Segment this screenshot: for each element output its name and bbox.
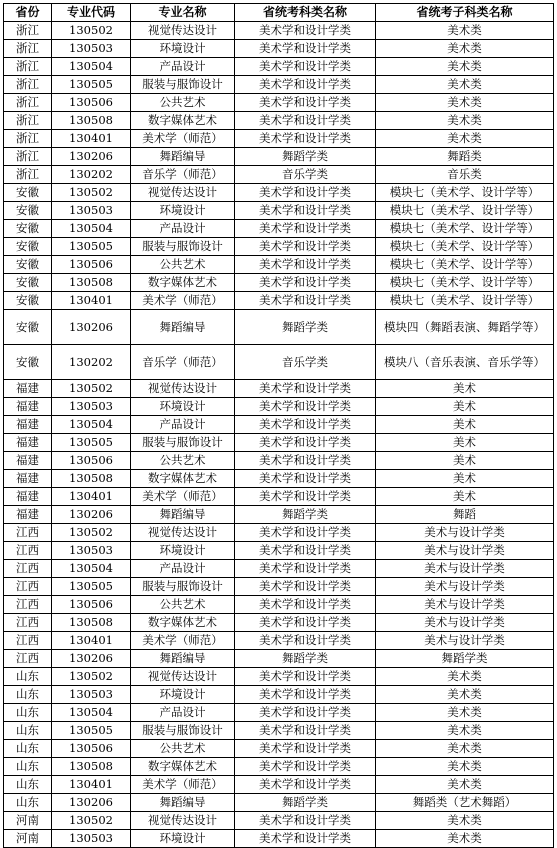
- exam-category-cell: 美术学和设计学类: [235, 40, 376, 58]
- table-row: [4, 722, 554, 740]
- major-name-cell: 产品设计: [131, 560, 235, 578]
- exam-category-cell: 美术学和设计学类: [235, 22, 376, 40]
- table-row: [4, 202, 554, 220]
- major-code-cell: 130504: [52, 58, 131, 76]
- major-name-cell: 数字媒体艺术: [131, 274, 235, 292]
- province-cell: 安徽: [4, 256, 52, 274]
- major-code-cell: 130202: [52, 345, 131, 380]
- major-category-table: [3, 3, 554, 848]
- province-cell: 江西: [4, 596, 52, 614]
- table-row: [4, 345, 554, 380]
- province-cell: 浙江: [4, 40, 52, 58]
- major-code-cell: 130502: [52, 812, 131, 830]
- province-cell: 江西: [4, 542, 52, 560]
- exam-subcategory-cell: 舞蹈学类: [376, 650, 554, 668]
- major-code-cell: 130508: [52, 614, 131, 632]
- province-cell: 山东: [4, 758, 52, 776]
- table-row: [4, 416, 554, 434]
- major-code-cell: 130503: [52, 398, 131, 416]
- exam-subcategory-cell: 美术: [376, 470, 554, 488]
- province-cell: 江西: [4, 560, 52, 578]
- table-row: [4, 274, 554, 292]
- major-code-cell: 130504: [52, 416, 131, 434]
- major-code-cell: 130502: [52, 380, 131, 398]
- exam-category-cell: 美术学和设计学类: [235, 398, 376, 416]
- major-name-cell: 美术学（师范）: [131, 130, 235, 148]
- exam-subcategory-cell: 美术与设计学类: [376, 596, 554, 614]
- major-name-cell: 视觉传达设计: [131, 812, 235, 830]
- exam-subcategory-cell: 模块八（音乐表演、音乐学等）: [376, 345, 554, 380]
- major-code-cell: 130502: [52, 22, 131, 40]
- exam-category-cell: 美术学和设计学类: [235, 596, 376, 614]
- major-name-cell: 服装与服饰设计: [131, 434, 235, 452]
- major-name-cell: 环境设计: [131, 830, 235, 848]
- major-name-cell: 环境设计: [131, 398, 235, 416]
- exam-category-cell: 音乐学类: [235, 166, 376, 184]
- table-row: [4, 148, 554, 166]
- major-code-cell: 130503: [52, 202, 131, 220]
- table-row: [4, 452, 554, 470]
- major-name-cell: 环境设计: [131, 202, 235, 220]
- exam-subcategory-cell: 舞蹈类: [376, 148, 554, 166]
- exam-subcategory-cell: 美术类: [376, 130, 554, 148]
- major-code-cell: 130508: [52, 470, 131, 488]
- major-code-cell: 130505: [52, 238, 131, 256]
- exam-category-cell: 美术学和设计学类: [235, 58, 376, 76]
- exam-subcategory-cell: 模块七（美术学、设计学等）: [376, 202, 554, 220]
- major-code-cell: 130503: [52, 542, 131, 560]
- major-code-cell: 130206: [52, 650, 131, 668]
- major-name-cell: 视觉传达设计: [131, 22, 235, 40]
- province-cell: 河南: [4, 830, 52, 848]
- major-name-cell: 服装与服饰设计: [131, 238, 235, 256]
- exam-subcategory-cell: 美术类: [376, 76, 554, 94]
- table-row: [4, 758, 554, 776]
- major-code-cell: 130508: [52, 112, 131, 130]
- major-code-cell: 130202: [52, 166, 131, 184]
- table-row: [4, 578, 554, 596]
- exam-subcategory-cell: 美术类: [376, 722, 554, 740]
- table-row: [4, 740, 554, 758]
- province-cell: 山东: [4, 704, 52, 722]
- major-code-cell: 130206: [52, 794, 131, 812]
- table-row: [4, 776, 554, 794]
- major-name-cell: 产品设计: [131, 704, 235, 722]
- province-cell: 浙江: [4, 22, 52, 40]
- exam-category-cell: 舞蹈学类: [235, 650, 376, 668]
- province-cell: 江西: [4, 650, 52, 668]
- exam-subcategory-cell: 美术类: [376, 776, 554, 794]
- major-name-cell: 视觉传达设计: [131, 668, 235, 686]
- major-code-cell: 130506: [52, 256, 131, 274]
- province-cell: 山东: [4, 794, 52, 812]
- exam-category-cell: 美术学和设计学类: [235, 274, 376, 292]
- table-row: [4, 76, 554, 94]
- province-cell: 江西: [4, 614, 52, 632]
- province-cell: 山东: [4, 740, 52, 758]
- table-row: [4, 614, 554, 632]
- major-name-cell: 舞蹈编导: [131, 148, 235, 166]
- province-cell: 安徽: [4, 292, 52, 310]
- exam-category-cell: 美术学和设计学类: [235, 668, 376, 686]
- province-cell: 浙江: [4, 130, 52, 148]
- exam-subcategory-cell: 美术类: [376, 704, 554, 722]
- table-row: [4, 310, 554, 345]
- exam-subcategory-cell: 美术类: [376, 740, 554, 758]
- province-cell: 山东: [4, 722, 52, 740]
- exam-category-cell: 美术学和设计学类: [235, 434, 376, 452]
- exam-category-cell: 美术学和设计学类: [235, 560, 376, 578]
- major-code-cell: 130508: [52, 758, 131, 776]
- exam-category-cell: 美术学和设计学类: [235, 202, 376, 220]
- exam-subcategory-cell: 美术: [376, 398, 554, 416]
- header-major-name: 专业名称: [131, 4, 235, 22]
- exam-category-cell: 美术学和设计学类: [235, 686, 376, 704]
- exam-subcategory-cell: 美术类: [376, 40, 554, 58]
- table-row: [4, 812, 554, 830]
- exam-subcategory-cell: 美术类: [376, 112, 554, 130]
- major-code-cell: 130506: [52, 596, 131, 614]
- exam-subcategory-cell: 音乐类: [376, 166, 554, 184]
- exam-subcategory-cell: 美术类: [376, 58, 554, 76]
- table-row: [4, 238, 554, 256]
- exam-category-cell: 美术学和设计学类: [235, 758, 376, 776]
- table-row: [4, 524, 554, 542]
- table-row: [4, 434, 554, 452]
- major-name-cell: 音乐学（师范）: [131, 345, 235, 380]
- table-row: [4, 686, 554, 704]
- major-code-cell: 130505: [52, 76, 131, 94]
- major-code-cell: 130508: [52, 274, 131, 292]
- major-code-cell: 130502: [52, 184, 131, 202]
- major-name-cell: 音乐学（师范）: [131, 166, 235, 184]
- exam-subcategory-cell: 模块七（美术学、设计学等）: [376, 256, 554, 274]
- major-code-cell: 130401: [52, 776, 131, 794]
- major-name-cell: 舞蹈编导: [131, 650, 235, 668]
- major-code-cell: 130502: [52, 668, 131, 686]
- table-row: [4, 542, 554, 560]
- major-code-cell: 130206: [52, 506, 131, 524]
- table-row: [4, 704, 554, 722]
- province-cell: 浙江: [4, 58, 52, 76]
- major-name-cell: 美术学（师范）: [131, 632, 235, 650]
- exam-subcategory-cell: 模块七（美术学、设计学等）: [376, 238, 554, 256]
- exam-subcategory-cell: 美术与设计学类: [376, 524, 554, 542]
- exam-subcategory-cell: 美术类: [376, 22, 554, 40]
- province-cell: 安徽: [4, 184, 52, 202]
- exam-subcategory-cell: 美术类: [376, 668, 554, 686]
- province-cell: 安徽: [4, 238, 52, 256]
- major-name-cell: 公共艺术: [131, 452, 235, 470]
- exam-category-cell: 美术学和设计学类: [235, 220, 376, 238]
- exam-category-cell: 美术学和设计学类: [235, 94, 376, 112]
- exam-subcategory-cell: 美术与设计学类: [376, 560, 554, 578]
- header-row: [4, 4, 554, 22]
- province-cell: 福建: [4, 488, 52, 506]
- major-code-cell: 130502: [52, 524, 131, 542]
- province-cell: 浙江: [4, 112, 52, 130]
- exam-subcategory-cell: 模块七（美术学、设计学等）: [376, 184, 554, 202]
- major-name-cell: 舞蹈编导: [131, 506, 235, 524]
- major-name-cell: 服装与服饰设计: [131, 578, 235, 596]
- major-name-cell: 美术学（师范）: [131, 488, 235, 506]
- header-exam-subcategory: 省统考子科类名称: [376, 4, 554, 22]
- exam-subcategory-cell: 美术类: [376, 812, 554, 830]
- major-name-cell: 数字媒体艺术: [131, 614, 235, 632]
- major-code-cell: 130401: [52, 488, 131, 506]
- major-name-cell: 公共艺术: [131, 740, 235, 758]
- table-row: [4, 94, 554, 112]
- province-cell: 安徽: [4, 345, 52, 380]
- table-row: [4, 470, 554, 488]
- major-name-cell: 视觉传达设计: [131, 184, 235, 202]
- major-code-cell: 130401: [52, 130, 131, 148]
- exam-subcategory-cell: 美术: [376, 452, 554, 470]
- exam-category-cell: 美术学和设计学类: [235, 416, 376, 434]
- exam-category-cell: 美术学和设计学类: [235, 238, 376, 256]
- province-cell: 浙江: [4, 94, 52, 112]
- table-row: [4, 398, 554, 416]
- major-code-cell: 130506: [52, 740, 131, 758]
- exam-category-cell: 美术学和设计学类: [235, 614, 376, 632]
- province-cell: 福建: [4, 434, 52, 452]
- exam-subcategory-cell: 美术类: [376, 830, 554, 848]
- exam-category-cell: 美术学和设计学类: [235, 776, 376, 794]
- province-cell: 山东: [4, 668, 52, 686]
- table-row: [4, 292, 554, 310]
- table-row: [4, 220, 554, 238]
- exam-category-cell: 舞蹈学类: [235, 148, 376, 166]
- major-code-cell: 130505: [52, 434, 131, 452]
- province-cell: 安徽: [4, 310, 52, 345]
- table-row: [4, 166, 554, 184]
- major-name-cell: 舞蹈编导: [131, 794, 235, 812]
- exam-subcategory-cell: 舞蹈: [376, 506, 554, 524]
- table-row: [4, 22, 554, 40]
- province-cell: 江西: [4, 632, 52, 650]
- table-row: [4, 650, 554, 668]
- exam-category-cell: 舞蹈学类: [235, 310, 376, 345]
- exam-category-cell: 美术学和设计学类: [235, 470, 376, 488]
- table-row: [4, 668, 554, 686]
- province-cell: 福建: [4, 398, 52, 416]
- exam-subcategory-cell: 模块七（美术学、设计学等）: [376, 274, 554, 292]
- table-row: [4, 58, 554, 76]
- province-cell: 福建: [4, 416, 52, 434]
- exam-category-cell: 美术学和设计学类: [235, 112, 376, 130]
- major-code-cell: 130503: [52, 686, 131, 704]
- exam-subcategory-cell: 模块四（舞蹈表演、舞蹈学等）: [376, 310, 554, 345]
- province-cell: 浙江: [4, 148, 52, 166]
- major-code-cell: 130503: [52, 830, 131, 848]
- major-name-cell: 服装与服饰设计: [131, 722, 235, 740]
- exam-category-cell: 美术学和设计学类: [235, 380, 376, 398]
- major-name-cell: 产品设计: [131, 416, 235, 434]
- exam-category-cell: 美术学和设计学类: [235, 524, 376, 542]
- major-code-cell: 130506: [52, 452, 131, 470]
- exam-category-cell: 美术学和设计学类: [235, 76, 376, 94]
- exam-category-cell: 美术学和设计学类: [235, 632, 376, 650]
- province-cell: 福建: [4, 470, 52, 488]
- table-row: [4, 506, 554, 524]
- province-cell: 河南: [4, 812, 52, 830]
- exam-subcategory-cell: 美术: [376, 380, 554, 398]
- major-name-cell: 产品设计: [131, 220, 235, 238]
- header-major-code: 专业代码: [52, 4, 131, 22]
- exam-subcategory-cell: 美术类: [376, 686, 554, 704]
- province-cell: 江西: [4, 578, 52, 596]
- major-name-cell: 数字媒体艺术: [131, 758, 235, 776]
- exam-subcategory-cell: 美术: [376, 488, 554, 506]
- exam-category-cell: 美术学和设计学类: [235, 704, 376, 722]
- major-code-cell: 130505: [52, 578, 131, 596]
- exam-subcategory-cell: 模块七（美术学、设计学等）: [376, 220, 554, 238]
- exam-category-cell: 美术学和设计学类: [235, 488, 376, 506]
- province-cell: 浙江: [4, 166, 52, 184]
- table-row: [4, 380, 554, 398]
- province-cell: 安徽: [4, 274, 52, 292]
- major-name-cell: 产品设计: [131, 58, 235, 76]
- table-row: [4, 112, 554, 130]
- exam-category-cell: 美术学和设计学类: [235, 292, 376, 310]
- province-cell: 浙江: [4, 76, 52, 94]
- exam-category-cell: 美术学和设计学类: [235, 256, 376, 274]
- province-cell: 福建: [4, 380, 52, 398]
- exam-subcategory-cell: 美术与设计学类: [376, 578, 554, 596]
- province-cell: 安徽: [4, 202, 52, 220]
- exam-category-cell: 舞蹈学类: [235, 506, 376, 524]
- table-row: [4, 256, 554, 274]
- major-name-cell: 舞蹈编导: [131, 310, 235, 345]
- province-cell: 福建: [4, 506, 52, 524]
- major-name-cell: 视觉传达设计: [131, 380, 235, 398]
- major-code-cell: 130503: [52, 40, 131, 58]
- exam-category-cell: 美术学和设计学类: [235, 812, 376, 830]
- major-name-cell: 公共艺术: [131, 256, 235, 274]
- major-code-cell: 130401: [52, 292, 131, 310]
- major-name-cell: 数字媒体艺术: [131, 470, 235, 488]
- exam-category-cell: 美术学和设计学类: [235, 830, 376, 848]
- exam-category-cell: 音乐学类: [235, 345, 376, 380]
- province-cell: 山东: [4, 686, 52, 704]
- exam-subcategory-cell: 美术: [376, 434, 554, 452]
- table-row: [4, 632, 554, 650]
- major-code-cell: 130206: [52, 310, 131, 345]
- table-row: [4, 40, 554, 58]
- major-name-cell: 公共艺术: [131, 596, 235, 614]
- major-name-cell: 数字媒体艺术: [131, 112, 235, 130]
- exam-category-cell: 美术学和设计学类: [235, 130, 376, 148]
- exam-subcategory-cell: 模块七（美术学、设计学等）: [376, 292, 554, 310]
- exam-category-cell: 美术学和设计学类: [235, 184, 376, 202]
- header-province: 省份: [4, 4, 52, 22]
- major-name-cell: 美术学（师范）: [131, 292, 235, 310]
- exam-subcategory-cell: 美术与设计学类: [376, 542, 554, 560]
- exam-category-cell: 舞蹈学类: [235, 794, 376, 812]
- exam-subcategory-cell: 美术类: [376, 94, 554, 112]
- major-code-cell: 130504: [52, 704, 131, 722]
- major-code-cell: 130401: [52, 632, 131, 650]
- province-cell: 安徽: [4, 220, 52, 238]
- major-name-cell: 视觉传达设计: [131, 524, 235, 542]
- major-name-cell: 环境设计: [131, 686, 235, 704]
- table-row: [4, 130, 554, 148]
- exam-category-cell: 美术学和设计学类: [235, 722, 376, 740]
- major-code-cell: 130505: [52, 722, 131, 740]
- major-name-cell: 公共艺术: [131, 94, 235, 112]
- exam-subcategory-cell: 美术: [376, 416, 554, 434]
- major-name-cell: 美术学（师范）: [131, 776, 235, 794]
- province-cell: 山东: [4, 776, 52, 794]
- table-row: [4, 794, 554, 812]
- table-row: [4, 596, 554, 614]
- exam-category-cell: 美术学和设计学类: [235, 452, 376, 470]
- exam-subcategory-cell: 美术类: [376, 758, 554, 776]
- exam-subcategory-cell: 舞蹈类（艺术舞蹈）: [376, 794, 554, 812]
- major-code-cell: 130506: [52, 94, 131, 112]
- table-row: [4, 560, 554, 578]
- exam-subcategory-cell: 美术与设计学类: [376, 632, 554, 650]
- exam-subcategory-cell: 美术与设计学类: [376, 614, 554, 632]
- exam-category-cell: 美术学和设计学类: [235, 542, 376, 560]
- major-code-cell: 130206: [52, 148, 131, 166]
- table-row: [4, 488, 554, 506]
- major-code-cell: 130504: [52, 220, 131, 238]
- major-name-cell: 服装与服饰设计: [131, 76, 235, 94]
- exam-category-cell: 美术学和设计学类: [235, 578, 376, 596]
- province-cell: 江西: [4, 524, 52, 542]
- province-cell: 福建: [4, 452, 52, 470]
- major-name-cell: 环境设计: [131, 40, 235, 58]
- table-row: [4, 184, 554, 202]
- exam-category-cell: 美术学和设计学类: [235, 740, 376, 758]
- major-name-cell: 环境设计: [131, 542, 235, 560]
- header-exam-category: 省统考科类名称: [235, 4, 376, 22]
- major-code-cell: 130504: [52, 560, 131, 578]
